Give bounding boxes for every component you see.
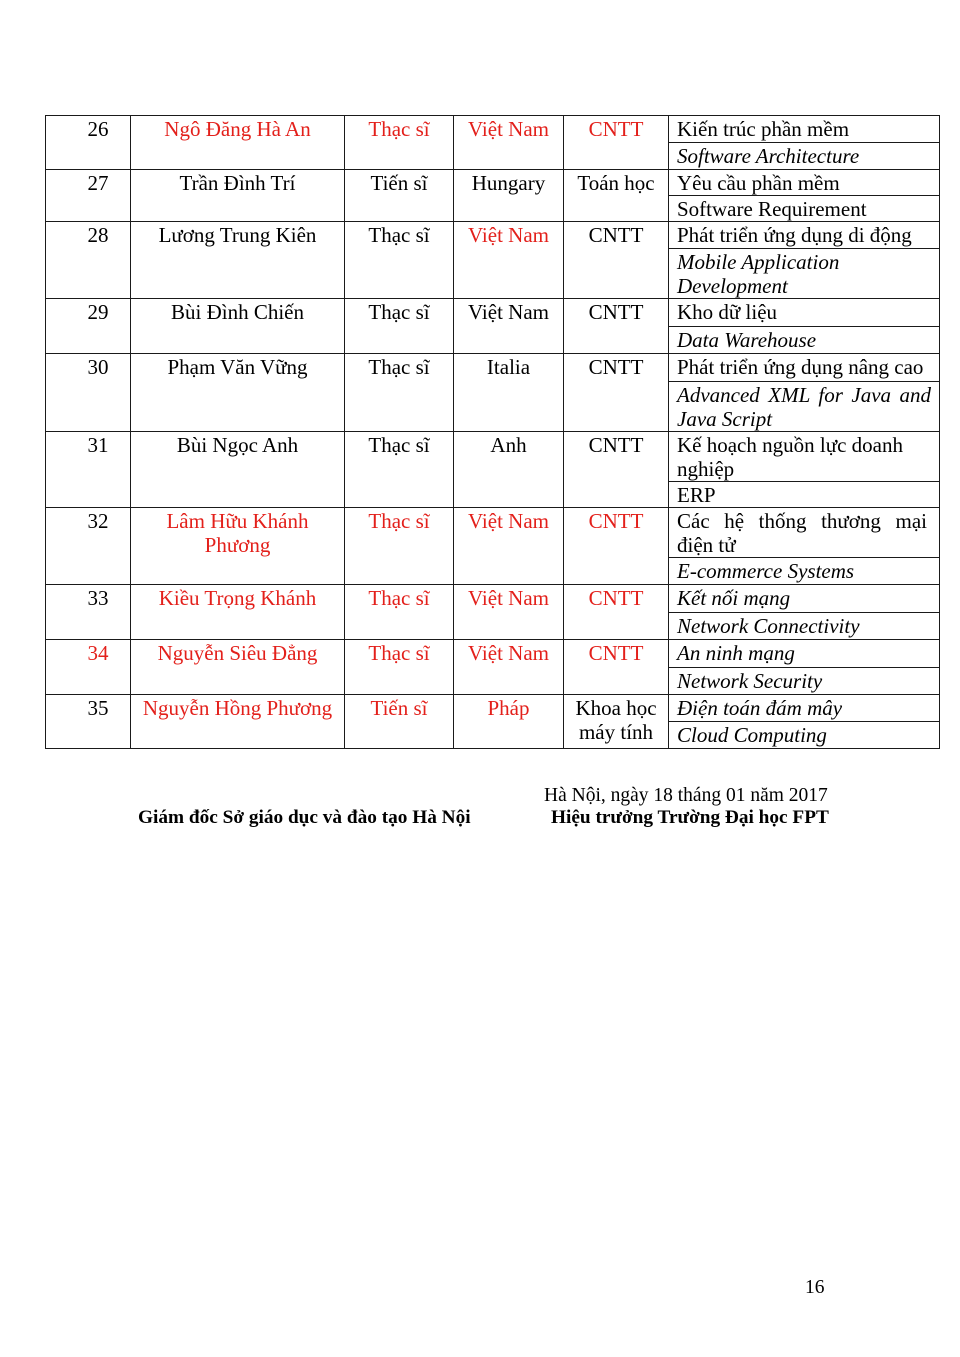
lecturer-name: Trần Đình Trí [131,170,345,222]
table-row [46,116,940,143]
degree: Thạc sĩ [345,432,454,508]
subject-en: Network Connectivity [669,613,940,640]
country: Anh [454,432,564,508]
subject-en: ERP [669,482,940,508]
row-number: 33 [46,585,131,640]
table-row [46,299,940,327]
degree: Thạc sĩ [345,508,454,585]
row-number: 30 [46,354,131,432]
field: CNTT [564,354,669,432]
left-signer-title: Giám đốc Sở giáo dục và đào tạo Hà Nội [138,807,471,828]
country: Việt Nam [454,222,564,299]
table-row [46,170,940,196]
table-row [46,640,940,668]
subject-en: Advanced XML for Java and Java Script [669,382,940,432]
table-row [46,508,940,558]
country: Italia [454,354,564,432]
country: Việt Nam [454,299,564,354]
country: Việt Nam [454,640,564,695]
row-number: 27 [46,170,131,222]
degree: Thạc sĩ [345,354,454,432]
degree: Thạc sĩ [345,299,454,354]
subject-en: Software Architecture [669,143,940,170]
field: CNTT [564,640,669,695]
country: Việt Nam [454,585,564,640]
subject-en: Cloud Computing [669,722,940,749]
table-row [46,354,940,382]
field: CNTT [564,508,669,585]
lecturer-name: Lương Trung Kiên [131,222,345,299]
degree: Tiến sĩ [345,170,454,222]
subject-vi: Kho dữ liệu [669,299,940,327]
country: Pháp [454,695,564,749]
table-row [46,585,940,613]
lecturer-name: Phạm Văn Vững [131,354,345,432]
subject-vi: Yêu cầu phần mềm [669,170,940,196]
subject-vi: Các hệ thống thương mại điện tử [669,508,940,558]
degree: Thạc sĩ [345,116,454,170]
lecturer-name: Nguyễn Siêu Đẳng [131,640,345,695]
field: Khoa học máy tính [564,695,669,749]
country: Việt Nam [454,508,564,585]
lecturer-name: Bùi Ngọc Anh [131,432,345,508]
row-number: 32 [46,508,131,585]
lecturer-name: Bùi Đình Chiến [131,299,345,354]
lecturer-name: Nguyễn Hồng Phương [131,695,345,749]
table-row [46,222,940,249]
subject-en: Data Warehouse [669,327,940,354]
subject-vi: Kế hoạch nguồn lực doanh nghiệp [669,432,940,482]
right-signer-title: Hiệu trưởng Trường Đại học FPT [551,807,829,828]
degree: Thạc sĩ [345,640,454,695]
subject-vi: Phát triển ứng dụng nâng cao [669,354,940,382]
page-number: 16 [805,1277,825,1298]
country: Hungary [454,170,564,222]
subject-en: E-commerce Systems [669,558,940,585]
lecturer-table [45,115,940,749]
degree: Tiến sĩ [345,695,454,749]
row-number: 35 [46,695,131,749]
row-number: 28 [46,222,131,299]
field: CNTT [564,585,669,640]
subject-en: Mobile Application Development [669,249,940,299]
row-number: 29 [46,299,131,354]
subject-vi: An ninh mạng [669,640,940,668]
degree: Thạc sĩ [345,222,454,299]
table-row [46,432,940,482]
field: CNTT [564,299,669,354]
degree: Thạc sĩ [345,585,454,640]
field: CNTT [564,432,669,508]
row-number: 31 [46,432,131,508]
country: Việt Nam [454,116,564,170]
table-row [46,695,940,722]
row-number: 26 [46,116,131,170]
lecturer-name: Ngô Đăng Hà An [131,116,345,170]
field: Toán học [564,170,669,222]
row-number: 34 [46,640,131,695]
subject-vi: Phát triển ứng dụng di động [669,222,940,249]
field: CNTT [564,222,669,299]
subject-en: Network Security [669,668,940,695]
subject-vi: Điện toán đám mây [669,695,940,722]
field: CNTT [564,116,669,170]
lecturer-name: Kiều Trọng Khánh [131,585,345,640]
subject-en: Software Requirement [669,196,940,222]
subject-vi: Kết nối mạng [669,585,940,613]
signing-date: Hà Nội, ngày 18 tháng 01 năm 2017 [544,785,828,806]
lecturer-name: Lâm Hữu Khánh Phương [131,508,345,585]
subject-vi: Kiến trúc phần mềm [669,116,940,143]
